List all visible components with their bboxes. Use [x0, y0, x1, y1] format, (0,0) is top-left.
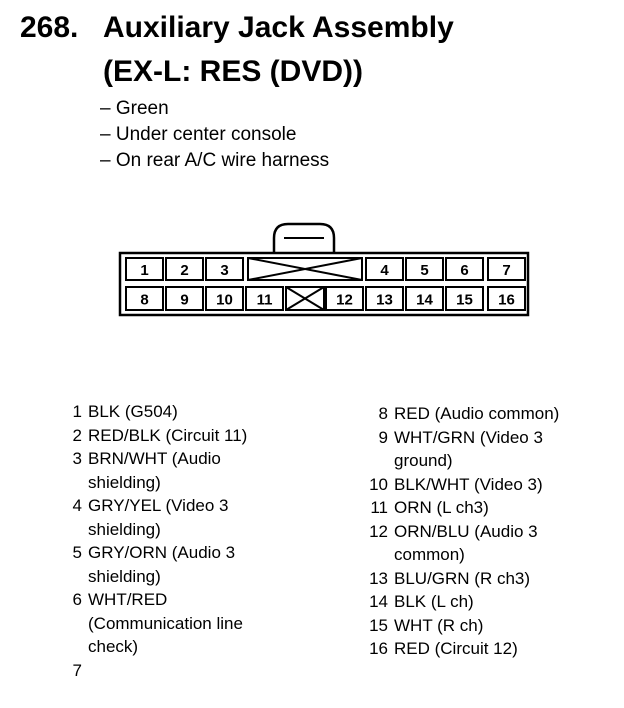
pin-legend-row — [354, 520, 614, 544]
pin-number: 5 — [72, 543, 82, 562]
pin-legend-row — [60, 471, 300, 495]
pin-number: 11 — [370, 498, 388, 517]
note-location: – Under center console — [100, 124, 297, 145]
pin-number: 6 — [72, 590, 82, 609]
pin-legend-row — [60, 424, 300, 448]
pin-legend-row — [60, 635, 300, 659]
pin-number: 2 — [72, 425, 82, 445]
pin-number-label: 5 — [420, 262, 429, 279]
pin-legend-row — [354, 402, 614, 426]
pin-wire-description: (Communication line — [88, 613, 243, 633]
pin-number-label: 8 — [140, 291, 149, 309]
pin-wire-description: WHT (R ch) — [394, 615, 484, 635]
pin-number: 10 — [369, 474, 388, 494]
pin-legend-row — [60, 612, 300, 636]
pin-number-label: 13 — [376, 291, 393, 309]
pin-number-label: 1 — [140, 262, 149, 279]
pin-wire-description: BLK (L ch) — [394, 592, 474, 611]
pin-number: 15 — [369, 615, 388, 635]
pin-number: 13 — [369, 568, 388, 588]
pin-legend-row — [354, 473, 614, 497]
pin-wire-description: common) — [394, 545, 465, 564]
pin-legend-row — [354, 543, 614, 567]
pin-wire-description: RED (Circuit 12) — [394, 639, 518, 658]
pin-number-label: 12 — [336, 291, 353, 309]
pin-number-label: 16 — [498, 291, 515, 309]
pin-number: 3 — [72, 449, 82, 468]
pin-number-label: 14 — [416, 291, 433, 309]
pin-legend-row — [354, 496, 614, 520]
pin-legend-row — [354, 590, 614, 614]
pin-number-label: 6 — [460, 262, 469, 279]
title-line-1: Auxiliary Jack Assembly — [103, 11, 454, 44]
pin-legend-row — [60, 565, 300, 589]
pin-wire-description: BLK (G504) — [88, 402, 178, 421]
pin-number: 12 — [369, 521, 388, 541]
pin-legend-row — [60, 518, 300, 542]
pin-number: 8 — [378, 404, 388, 423]
pin-number-label: 11 — [256, 291, 273, 309]
pin-legend-row — [354, 567, 614, 591]
pin-wire-description: shielding) — [88, 566, 161, 586]
pin-number-label: 15 — [456, 291, 473, 309]
pin-wire-description: RED (Audio common) — [394, 404, 560, 423]
pin-legend-row — [60, 494, 300, 518]
pin-wire-description: BLU/GRN (R ch3) — [394, 568, 531, 588]
pin-legend-row — [354, 614, 614, 638]
connector-diagram — [0, 0, 624, 340]
pin-number: 16 — [369, 639, 388, 658]
pin-number: 4 — [72, 496, 82, 515]
pin-legend-right — [354, 402, 614, 661]
note-color: – Green — [100, 98, 169, 119]
pin-wire-description: RED/BLK (Circuit 11) — [88, 425, 248, 445]
pin-number — [60, 612, 82, 636]
pin-legend-row — [60, 588, 300, 612]
pin-legend-row — [354, 426, 614, 450]
pin-number-label: 4 — [380, 262, 389, 279]
pin-number — [354, 449, 388, 473]
pin-number-label: 9 — [180, 291, 189, 309]
pin-legend-row — [60, 447, 300, 471]
pin-legend-row — [60, 400, 300, 424]
pin-number-label: 10 — [216, 291, 233, 309]
section-number: 268. — [20, 11, 79, 44]
title-line-2: (EX-L: RES (DVD)) — [103, 55, 363, 88]
pin-wire-description: check) — [88, 637, 139, 656]
pin-wire-description: ORN/BLU (Audio 3 — [394, 521, 538, 541]
pin-wire-description: ORN (L ch3) — [394, 498, 489, 517]
pin-number — [354, 543, 388, 567]
pin-wire-description: WHT/GRN (Video 3 — [394, 427, 543, 447]
pin-number-label: 7 — [502, 262, 511, 279]
pin-number-label: 3 — [220, 262, 229, 279]
pin-legend-row — [354, 637, 614, 661]
pin-number: 9 — [378, 427, 388, 447]
pin-wire-description: GRY/ORN (Audio 3 — [88, 543, 236, 562]
pin-wire-description: shielding) — [88, 472, 161, 492]
pin-legend-row — [60, 659, 300, 683]
pin-number: 7 — [72, 660, 82, 680]
pin-legend-row — [354, 449, 614, 473]
pin-legend-row — [60, 541, 300, 565]
pin-legend-left — [60, 400, 300, 682]
pin-number-label: 2 — [180, 262, 189, 279]
pin-wire-description: BRN/WHT (Audio — [88, 449, 221, 468]
note-harness: – On rear A/C wire harness — [100, 150, 330, 171]
pin-wire-description: WHT/RED — [88, 590, 168, 609]
pin-wire-description: GRY/YEL (Video 3 — [88, 496, 229, 515]
pin-number — [60, 471, 82, 495]
pin-wire-description: BLK/WHT (Video 3) — [394, 474, 543, 494]
pin-number — [60, 565, 82, 589]
pin-wire-description: ground) — [394, 451, 453, 470]
pin-number — [60, 518, 82, 542]
pin-number — [60, 635, 82, 659]
pin-number: 1 — [72, 402, 82, 421]
pin-wire-description: shielding) — [88, 519, 161, 539]
pin-number: 14 — [369, 592, 388, 611]
